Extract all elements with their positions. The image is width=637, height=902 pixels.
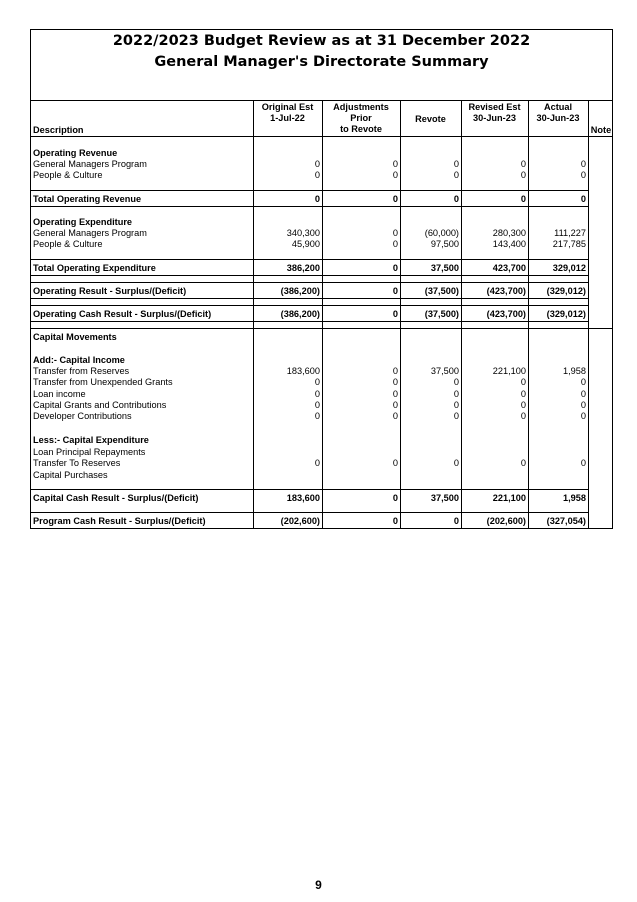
header-adjustments bbox=[322, 102, 400, 135]
row-label: Add:- Capital Income bbox=[33, 355, 125, 365]
row-value: 111,227 bbox=[554, 228, 586, 238]
row-value: 0 bbox=[392, 516, 398, 526]
row-value: 0 bbox=[392, 170, 398, 180]
header-actual-line2: 30-Jun-23 bbox=[536, 113, 580, 123]
table-row bbox=[31, 238, 612, 250]
row-label: People & Culture bbox=[33, 170, 103, 180]
row-value: 0 bbox=[392, 366, 398, 376]
row-label: Total Operating Expenditure bbox=[33, 263, 156, 273]
row-value: 221,100 bbox=[492, 493, 526, 503]
row-value: 0 bbox=[392, 411, 398, 421]
row-label: Transfer To Reserves bbox=[33, 458, 121, 468]
row-value: 221,100 bbox=[492, 366, 526, 376]
header-original-est bbox=[253, 102, 322, 124]
table-row bbox=[31, 285, 612, 297]
row-value: 0 bbox=[314, 170, 320, 180]
row-value: (423,700) bbox=[486, 286, 526, 296]
header-rule bbox=[31, 136, 612, 137]
row-value: 329,012 bbox=[552, 263, 586, 273]
table-row bbox=[31, 262, 612, 274]
row-value: 0 bbox=[392, 309, 398, 319]
row-label: Operating Cash Result - Surplus/(Deficit) bbox=[33, 309, 212, 319]
row-value: (60,000) bbox=[424, 228, 459, 238]
row-value: 0 bbox=[580, 400, 586, 410]
row-value: 0 bbox=[392, 493, 398, 503]
row-label: Transfer from Reserves bbox=[33, 366, 130, 376]
row-label: Program Cash Result - Surplus/(Deficit) bbox=[33, 516, 206, 526]
row-value: 0 bbox=[314, 389, 320, 399]
report-subtitle: General Manager's Directorate Summary bbox=[154, 54, 489, 70]
total-underline bbox=[31, 206, 588, 207]
row-value: 143,400 bbox=[492, 239, 526, 249]
table-row bbox=[31, 457, 612, 469]
table-row bbox=[31, 376, 612, 388]
total-underline bbox=[31, 190, 588, 191]
header-revised-est bbox=[461, 102, 528, 124]
header-original-est-line1: Original Est bbox=[261, 102, 314, 112]
row-label: Loan income bbox=[33, 389, 86, 399]
total-underline bbox=[31, 489, 588, 490]
row-value: 0 bbox=[453, 400, 459, 410]
row-label: Operating Result - Surplus/(Deficit) bbox=[33, 286, 187, 296]
table-row bbox=[31, 308, 612, 320]
row-value: 183,600 bbox=[286, 366, 320, 376]
row-value: 0 bbox=[453, 516, 459, 526]
row-value: 0 bbox=[314, 458, 320, 468]
row-value: 0 bbox=[580, 411, 586, 421]
header-revised-est-line1: Revised Est bbox=[468, 102, 521, 112]
row-value: 0 bbox=[314, 194, 320, 204]
row-value: 0 bbox=[392, 286, 398, 296]
row-label: General Managers Program bbox=[33, 159, 147, 169]
row-value: (202,600) bbox=[280, 516, 320, 526]
row-value: 0 bbox=[580, 377, 586, 387]
row-value: 0 bbox=[392, 458, 398, 468]
row-label: Capital Cash Result - Surplus/(Deficit) bbox=[33, 493, 199, 503]
header-note: Note bbox=[590, 125, 612, 135]
section-rule bbox=[31, 328, 612, 329]
row-value: (386,200) bbox=[280, 309, 320, 319]
table-row bbox=[31, 492, 612, 504]
header-adjustments-line2: Prior bbox=[350, 113, 372, 123]
header-actual bbox=[528, 102, 588, 124]
row-label: Total Operating Revenue bbox=[33, 194, 142, 204]
row-value: 37,500 bbox=[430, 263, 459, 273]
row-label: Capital Grants and Contributions bbox=[33, 400, 167, 410]
total-underline bbox=[31, 282, 588, 283]
row-value: 217,785 bbox=[552, 239, 586, 249]
row-value: 0 bbox=[392, 377, 398, 387]
row-value: 37,500 bbox=[430, 493, 459, 503]
row-value: 0 bbox=[453, 159, 459, 169]
header-revised-est-line2: 30-Jun-23 bbox=[473, 113, 516, 123]
row-value: 45,900 bbox=[291, 239, 320, 249]
row-value: (386,200) bbox=[280, 286, 320, 296]
row-value: 0 bbox=[392, 400, 398, 410]
row-value: 386,200 bbox=[286, 263, 320, 273]
row-label: Developer Contributions bbox=[33, 411, 132, 421]
total-underline bbox=[31, 298, 588, 299]
row-label: People & Culture bbox=[33, 239, 103, 249]
row-value: 0 bbox=[453, 411, 459, 421]
row-label: Transfer from Unexpended Grants bbox=[33, 377, 173, 387]
header-original-est-line2: 1-Jul-22 bbox=[270, 113, 305, 123]
row-value: 1,958 bbox=[563, 366, 586, 376]
table-row bbox=[31, 434, 612, 446]
row-label: Operating Expenditure bbox=[33, 217, 133, 227]
row-label: Less:- Capital Expenditure bbox=[33, 435, 149, 445]
row-value: 0 bbox=[392, 239, 398, 249]
row-label: Loan Principal Repayments bbox=[33, 447, 146, 457]
header-adjustments-line1: Adjustments bbox=[333, 102, 389, 112]
row-value: 0 bbox=[453, 377, 459, 387]
row-value: (329,012) bbox=[546, 309, 586, 319]
total-underline bbox=[31, 275, 588, 276]
header-actual-line1: Actual bbox=[543, 102, 573, 112]
row-value: 97,500 bbox=[430, 239, 459, 249]
row-label: Capital Purchases bbox=[33, 470, 108, 480]
header-adjustments-line3: to Revote bbox=[340, 124, 382, 134]
table-row bbox=[31, 410, 612, 422]
row-value: 0 bbox=[520, 194, 526, 204]
table-row bbox=[31, 331, 612, 343]
header-revote: Revote bbox=[415, 114, 446, 124]
row-label: Operating Revenue bbox=[33, 148, 118, 158]
header-description: Description bbox=[33, 125, 84, 135]
row-value: 0 bbox=[520, 411, 526, 421]
row-value: 423,700 bbox=[492, 263, 526, 273]
row-value: 0 bbox=[392, 159, 398, 169]
table-row bbox=[31, 193, 612, 205]
table-row bbox=[31, 169, 612, 181]
total-underline bbox=[31, 321, 588, 322]
row-value: 0 bbox=[392, 263, 398, 273]
row-value: (202,600) bbox=[486, 516, 526, 526]
row-value: (423,700) bbox=[486, 309, 526, 319]
row-value: 0 bbox=[520, 400, 526, 410]
row-value: 0 bbox=[520, 170, 526, 180]
row-value: 0 bbox=[453, 170, 459, 180]
row-value: 0 bbox=[520, 389, 526, 399]
row-value: (37,500) bbox=[424, 286, 459, 296]
row-label: Capital Movements bbox=[33, 332, 117, 342]
row-value: 0 bbox=[314, 159, 320, 169]
row-value: (37,500) bbox=[424, 309, 459, 319]
row-value: 37,500 bbox=[430, 366, 459, 376]
total-underline bbox=[31, 305, 588, 306]
row-label: General Managers Program bbox=[33, 228, 147, 238]
total-underline bbox=[31, 512, 588, 513]
row-value: 0 bbox=[520, 377, 526, 387]
budget-summary-sheet bbox=[30, 29, 613, 529]
row-value: (329,012) bbox=[546, 286, 586, 296]
row-value: 0 bbox=[392, 228, 398, 238]
total-underline bbox=[31, 259, 588, 260]
row-value: 280,300 bbox=[492, 228, 526, 238]
row-value: 0 bbox=[580, 159, 586, 169]
row-value: 0 bbox=[520, 458, 526, 468]
row-value: 0 bbox=[314, 411, 320, 421]
table-row bbox=[31, 469, 612, 481]
row-value: 1,958 bbox=[563, 493, 586, 503]
row-value: 0 bbox=[580, 389, 586, 399]
row-value: 0 bbox=[392, 194, 398, 204]
table-row bbox=[31, 515, 612, 527]
row-value: 0 bbox=[580, 458, 586, 468]
row-value: 0 bbox=[314, 400, 320, 410]
page-number: 9 bbox=[315, 878, 322, 892]
row-value: 0 bbox=[314, 377, 320, 387]
row-value: (327,054) bbox=[546, 516, 586, 526]
row-value: 340,300 bbox=[286, 228, 320, 238]
row-value: 0 bbox=[453, 458, 459, 468]
report-title: 2022/2023 Budget Review as at 31 December 2022 bbox=[112, 33, 531, 49]
row-value: 183,600 bbox=[286, 493, 320, 503]
row-value: 0 bbox=[392, 389, 398, 399]
row-value: 0 bbox=[520, 159, 526, 169]
row-value: 0 bbox=[580, 194, 586, 204]
row-value: 0 bbox=[453, 389, 459, 399]
row-value: 0 bbox=[580, 170, 586, 180]
row-value: 0 bbox=[453, 194, 459, 204]
